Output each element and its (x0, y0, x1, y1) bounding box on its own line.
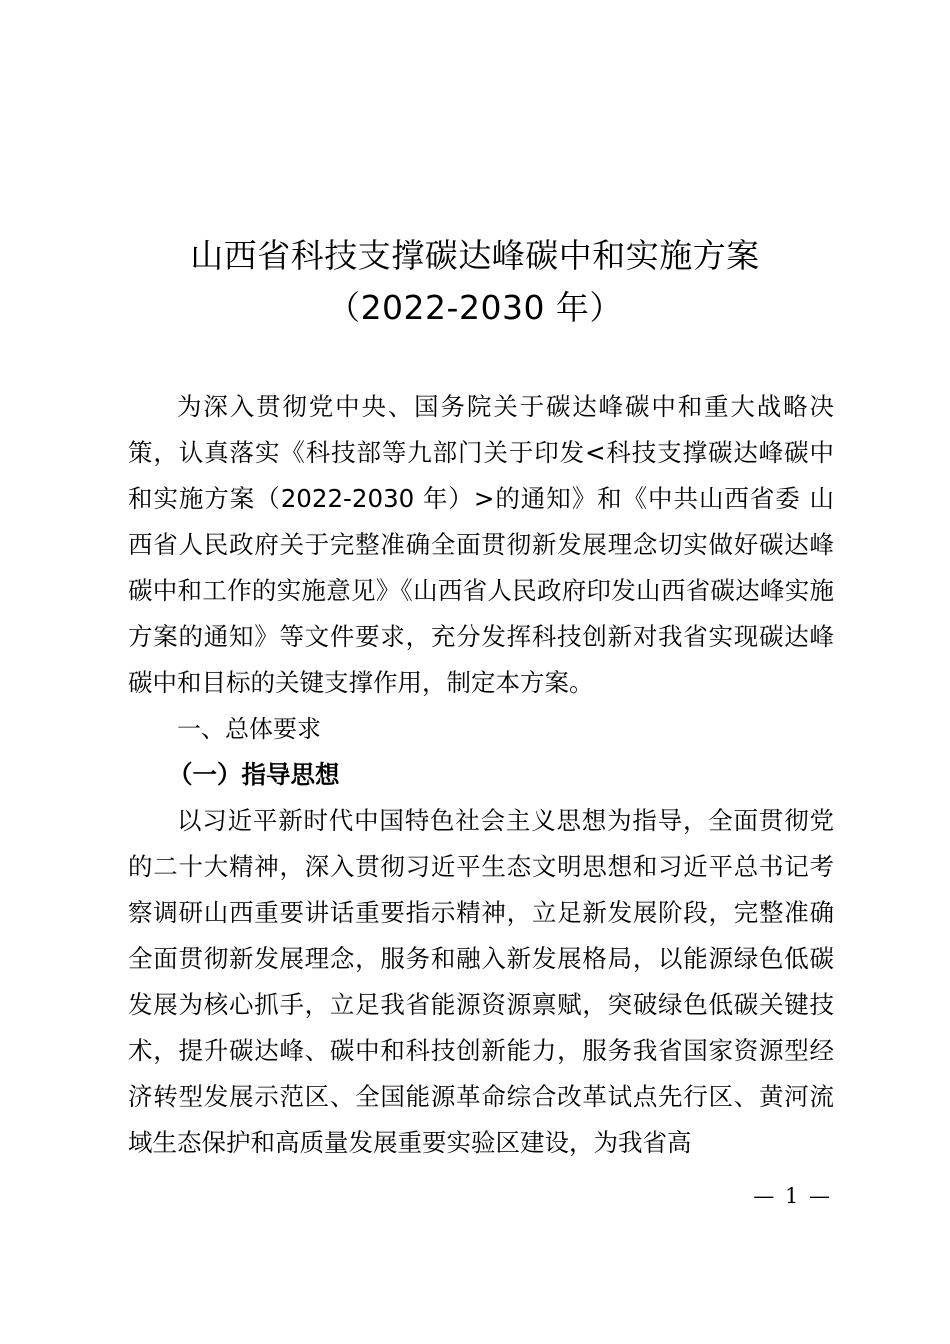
intro-paragraph: 为深入贯彻党中央、国务院关于碳达峰碳中和重大战略决策，认真落实《科技部等九部门关于印发<科技支撑碳达峰碳中和实施方案（2022-2030 年）>的通知》和《中共山西省委 山西省人民政府关于完整准确全面贯彻新发展理念切实做好碳达峰碳中和工作的实施意见》《山西省人民政府印发山西省碳达峰实施方案的通知》等文件要求，充分发挥科技创新对我省实现碳达峰碳中和目标的关键支撑作用，制定本方案。 (128, 392, 834, 697)
section-heading: 一、总体要求 (177, 715, 321, 743)
document-title-period: （2022-2030 年） (327, 288, 623, 327)
document-body (128, 384, 834, 1166)
document-title: 山西省科技支撑碳达峰碳中和实施方案 (190, 236, 760, 275)
guiding-paragraph: 以习近平新时代中国特色社会主义思想为指导，全面贯彻党的二十大精神，深入贯彻习近平生态文明思想和习近平总书记考察调研山西重要讲话重要指示精神，立足新发展阶段，完整准确全面贯彻新发展理念，服务和融入新发展格局，以能源绿色低碳发展为核心抓手，立足我省能源资源禀赋，突破绿色低碳关键技术，提升碳达峰、碳中和科技创新能力，服务我省国家资源型经济转型发展示范区、全国能源革命综合改革试点先行区、黄河流域生态保护和高质量发展重要实验区建设，为我省高 (128, 806, 834, 1157)
page-number: — 1 — (753, 1184, 832, 1208)
subsection-heading: （一）指导思想 (168, 760, 340, 789)
